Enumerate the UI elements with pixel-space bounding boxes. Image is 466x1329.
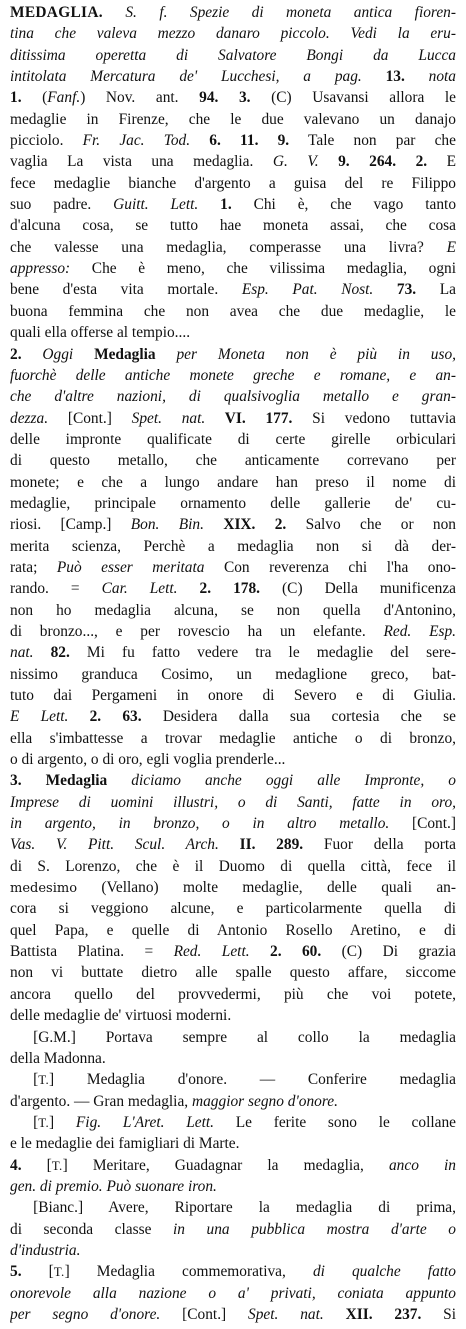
text-run: G. V. xyxy=(272,153,319,171)
text-run: ] xyxy=(49,1113,76,1131)
text-run: S. f. Spezie di moneta antica fioren- xyxy=(102,4,456,21)
text-run: in una pubblica mostra d'arte o xyxy=(173,1220,456,1238)
text-line xyxy=(10,813,456,834)
text-run: che valesse una medaglia, comperasse una livra? xyxy=(10,238,447,256)
text-line xyxy=(10,1005,456,1026)
text-run: per Moneta non è più in uso, xyxy=(155,345,456,363)
text-line xyxy=(10,1069,456,1090)
entry-medaglia-sense-3 xyxy=(10,770,456,1154)
text-run: non ho medaglia alcuna, se non quella d'Antonino, xyxy=(10,601,456,619)
text-line xyxy=(10,237,456,258)
text-run: quali ella offerse al tempio.... xyxy=(10,324,191,342)
text-run: diciamo anche oggi alle Impronte, o xyxy=(107,772,456,790)
text-run: [ xyxy=(10,1113,39,1131)
text-run: non vi buttate dietro alle spalle questo affare, siccome xyxy=(10,964,456,982)
text-run: 2. 60. xyxy=(249,943,322,961)
text-run: cora si veggiono alcune, e particolarmente quella di xyxy=(10,900,456,918)
text-line xyxy=(10,1048,456,1069)
text-run: 5. xyxy=(10,1263,22,1281)
text-line xyxy=(10,856,456,877)
text-run: nota xyxy=(428,68,456,86)
text-run: 13. xyxy=(361,68,429,86)
text-line xyxy=(10,1133,456,1154)
text-run: rando. = xyxy=(10,580,102,598)
text-run: ( xyxy=(21,89,48,107)
text-run: T. xyxy=(53,1264,65,1280)
text-line xyxy=(10,173,456,194)
text-run: Può esser meritata xyxy=(56,558,205,576)
text-run: nissimo granduca Cosimo, un medaglione greco, bat- xyxy=(10,665,456,683)
text-line xyxy=(10,770,456,791)
text-run: T. xyxy=(51,1157,63,1173)
text-run: di S. Lorenzo, che è il Duomo di quella città, fece il xyxy=(10,857,456,875)
text-run: gen. di premio. Può suonare iron. xyxy=(10,1177,217,1195)
text-run: Vas. V. Pitt. Scul. Arch. xyxy=(10,836,219,854)
text-run: 2. 178. xyxy=(177,580,261,598)
text-run: Che è meno, che vilissima medaglia, ogni xyxy=(70,260,456,278)
text-line xyxy=(10,1155,456,1176)
text-line xyxy=(10,87,456,108)
text-run: medaglie, principale ornamento delle gallerie de' cu- xyxy=(10,494,456,512)
text-run: ] Medaglia d'onore. — Conferire medaglia xyxy=(49,1071,456,1089)
text-run: Con reverenza chi l'ha ono- xyxy=(204,558,456,576)
text-run: d'argento. — Gran medaglia, xyxy=(10,1092,192,1110)
text-run: ancora quello del provvedermi, più che voi potete, xyxy=(10,985,456,1003)
text-line xyxy=(10,664,456,685)
text-line xyxy=(10,1261,456,1282)
text-run: di questo metallo, che anticamente correvano per xyxy=(10,452,456,470)
text-run: [Bianc.] Avere, Riportare la medaglia di prima, xyxy=(10,1199,456,1217)
text-line xyxy=(10,1283,456,1304)
text-run: [Cont.] xyxy=(48,409,132,427)
text-line xyxy=(10,109,456,130)
text-run: 82. xyxy=(33,644,70,662)
text-run: tina che valeva mezzo danaro piccolo. Vedi la eru- xyxy=(10,25,456,43)
text-run: Battista Platina. = xyxy=(10,943,174,961)
text-run: onorevole alla nazione o a' privati, coniata appunto xyxy=(10,1284,456,1302)
entry-medaglia-sense-1 xyxy=(10,2,456,344)
text-run: 2. 63. xyxy=(68,708,142,726)
text-line xyxy=(10,1112,456,1133)
text-run: di qualche fatto xyxy=(312,1263,456,1281)
text-line xyxy=(10,194,456,215)
text-run: [G.M.] Portava sempre al collo la medaglia xyxy=(10,1028,456,1046)
text-run: ella s'imbattesse a trovar medaglie antiche o di bronzo, xyxy=(10,729,456,747)
text-run: intitolata Mercatura de' Lucchesi, a pag. xyxy=(10,68,362,86)
text-line xyxy=(10,1240,456,1261)
text-run: delle impronte qualificate di certe girelle orbiculari xyxy=(10,430,456,448)
text-line xyxy=(10,215,456,236)
text-run: Chi è, che vago tanto xyxy=(231,196,456,214)
text-run: (C) Usavansi allora le xyxy=(250,89,456,107)
text-run: ] Medaglia commemorativa, xyxy=(64,1263,313,1281)
text-line xyxy=(10,45,456,66)
text-run: E xyxy=(427,153,456,171)
text-run: Fig. L'Aret. Lett. xyxy=(75,1113,215,1131)
text-run: dezza. xyxy=(10,409,49,427)
text-run: medaglie in Firenze, che le due valevano un danajo xyxy=(10,110,456,128)
text-run: Spet. nat. xyxy=(248,1305,324,1323)
text-run: monete; e che a lungo andare han preso il nome di xyxy=(10,473,456,491)
text-line xyxy=(10,642,456,663)
text-run: XIX. 2. xyxy=(203,516,287,534)
text-run: (C) Della munificenza xyxy=(260,580,456,598)
text-run: fuorchè delle antiche monete greche e romane, e an- xyxy=(10,366,456,384)
text-run: e le medaglie dei famigliari di Marte. xyxy=(10,1135,240,1153)
text-line xyxy=(10,920,456,941)
text-run: delle medaglie de' virtuosi moderni. xyxy=(10,1007,232,1025)
text-line xyxy=(10,749,456,770)
text-run: Bon. Bin. xyxy=(130,516,204,534)
text-run: di bronzo..., e per rovescio ha un elefante. xyxy=(10,622,384,640)
text-run: nat. xyxy=(10,644,34,662)
text-run: 73. xyxy=(373,281,417,299)
text-run: Spet. nat. xyxy=(131,409,206,427)
text-run: riosi. [Camp.] xyxy=(10,516,131,534)
text-line xyxy=(10,834,456,855)
text-line xyxy=(10,450,456,471)
text-run: Oggi xyxy=(21,345,95,363)
text-run: Red. Lett. xyxy=(173,943,250,961)
text-run: Desidera dalla sua cortesia che se xyxy=(141,708,456,726)
text-run: XII. 237. xyxy=(323,1305,422,1323)
text-line xyxy=(10,728,456,749)
text-run: Medaglia xyxy=(94,345,156,363)
text-run: 3. Medaglia xyxy=(10,772,108,790)
text-run: appresso: xyxy=(10,260,71,278)
text-run: rata; xyxy=(10,558,57,576)
text-run: buona femmina che non avea che due medaglie, le xyxy=(10,302,456,320)
text-run: 4. xyxy=(10,1156,22,1174)
text-run: (C) Di grazia xyxy=(321,943,456,961)
text-line xyxy=(10,962,456,983)
text-run: Fuor della porta xyxy=(303,836,456,854)
text-line xyxy=(10,578,456,599)
text-line xyxy=(10,493,456,514)
text-run: in argento, in bronzo, o in altro metallo. xyxy=(10,815,390,833)
entry-medaglia-sense-4 xyxy=(10,1155,456,1262)
text-line xyxy=(10,600,456,621)
text-run: ) Nov. ant. xyxy=(80,89,200,107)
text-run: [ xyxy=(21,1156,52,1174)
text-line xyxy=(10,1027,456,1048)
text-run: 6. 11. 9. xyxy=(190,132,290,150)
text-run: [ xyxy=(10,1071,39,1089)
text-line xyxy=(10,984,456,1005)
text-run: suo padre. xyxy=(10,196,114,214)
text-line xyxy=(10,279,456,300)
text-run: della Madonna. xyxy=(10,1049,106,1067)
text-line xyxy=(10,1176,456,1197)
text-run: T. xyxy=(38,1072,50,1088)
text-run: Si vedono tuttavia xyxy=(292,409,456,427)
text-run: anco in xyxy=(388,1156,456,1174)
text-run: [Cont.] xyxy=(389,815,456,833)
text-line xyxy=(10,898,456,919)
text-run: maggior segno d'onore. xyxy=(192,1092,338,1110)
text-run: picciolo. xyxy=(10,132,83,150)
text-line xyxy=(10,706,456,727)
text-run: 94. 3. xyxy=(199,89,251,107)
text-line xyxy=(10,408,456,429)
text-line xyxy=(10,514,456,535)
text-run: Salvo che or non xyxy=(286,516,456,534)
text-run: per segno d'onore. xyxy=(10,1305,161,1323)
text-line xyxy=(10,386,456,407)
text-run: Le ferite sono le collane xyxy=(214,1113,456,1131)
text-line xyxy=(10,685,456,706)
text-line xyxy=(10,1091,456,1112)
text-run: Tale non par che xyxy=(289,132,456,150)
text-run: ditissima operetta di Salvatore Bongi da Lucca xyxy=(10,46,456,64)
text-line xyxy=(10,322,456,343)
text-line xyxy=(10,66,456,87)
text-run: 2. xyxy=(10,345,22,363)
text-run: che d'altre nazioni, di qualsivoglia metallo e gran- xyxy=(10,388,456,406)
text-run: quel Papa, e quelle di Antonio Rosello Aretino, e di xyxy=(10,921,456,939)
text-run: o di argento, o di oro, egli voglia prenderle... xyxy=(10,751,286,769)
text-line xyxy=(10,877,456,898)
text-line xyxy=(10,429,456,450)
text-line xyxy=(10,792,456,813)
text-line xyxy=(10,941,456,962)
text-line xyxy=(10,365,456,386)
text-run: Guitt. Lett. xyxy=(113,196,199,214)
text-line xyxy=(10,344,456,365)
text-line xyxy=(10,1219,456,1240)
text-line xyxy=(10,151,456,172)
text-run: di seconda classe xyxy=(10,1220,173,1238)
text-line xyxy=(10,1197,456,1218)
text-run: [Cont.] xyxy=(160,1305,249,1323)
text-run: tuto dai Pergameni in onore di Severo e di Giulia. xyxy=(10,687,456,704)
text-run: Imprese di uomini illustri, o di Santi, fatte in oro, xyxy=(10,793,456,811)
text-run: (Vellano) molte medaglie, delle quali an- xyxy=(77,879,456,897)
entry-medaglia-sense-2 xyxy=(10,344,456,771)
text-run: merita scienza, Perchè a medaglia non si dà der- xyxy=(10,537,456,555)
text-line xyxy=(10,301,456,322)
text-run: vaglia La vista una medaglia. xyxy=(10,153,273,171)
text-run: 1. xyxy=(10,89,22,107)
text-run: d'industria. xyxy=(10,1241,81,1259)
text-run: Fr. Jac. Tod. xyxy=(82,132,191,150)
text-line xyxy=(10,557,456,578)
entry-medaglia-sense-5 xyxy=(10,1261,456,1325)
text-run: Red. Esp. xyxy=(383,622,456,640)
text-run: medesimo xyxy=(10,881,78,897)
text-run: [ xyxy=(21,1263,54,1281)
text-run: Esp. Pat. Nost. xyxy=(241,281,374,299)
text-line xyxy=(10,1304,456,1325)
text-run: bene d'esta vita mortale. xyxy=(10,281,242,299)
text-run: E Lett. xyxy=(10,708,69,726)
text-line xyxy=(10,2,456,23)
text-run: II. 289. xyxy=(218,836,304,854)
text-run: La xyxy=(416,281,456,299)
text-line xyxy=(10,23,456,44)
text-line xyxy=(10,621,456,642)
text-run: Car. Lett. xyxy=(101,580,178,598)
text-run: Mi fu fatto vedere tra le medaglie del sere- xyxy=(69,644,456,662)
text-run: VI. 177. xyxy=(205,409,293,427)
text-run: Fanf. xyxy=(47,89,81,107)
text-run: Si xyxy=(421,1305,456,1323)
text-line xyxy=(10,536,456,557)
headword: MEDAGLIA. xyxy=(10,4,103,21)
text-run: 9. 264. 2. xyxy=(318,153,428,171)
text-run: E xyxy=(446,238,456,256)
text-line xyxy=(10,258,456,279)
text-line xyxy=(10,130,456,151)
text-run: fece medaglie bianche d'argento a guisa del re Filippo xyxy=(10,174,456,192)
text-run: ] Meritare, Guadagnar la medaglia, xyxy=(62,1156,389,1174)
text-run: 1. xyxy=(198,196,232,214)
text-line xyxy=(10,472,456,493)
text-run: T. xyxy=(38,1114,50,1130)
text-run: d'alcuna cosa, se tutto hae moneta assai, che cosa xyxy=(10,217,456,235)
